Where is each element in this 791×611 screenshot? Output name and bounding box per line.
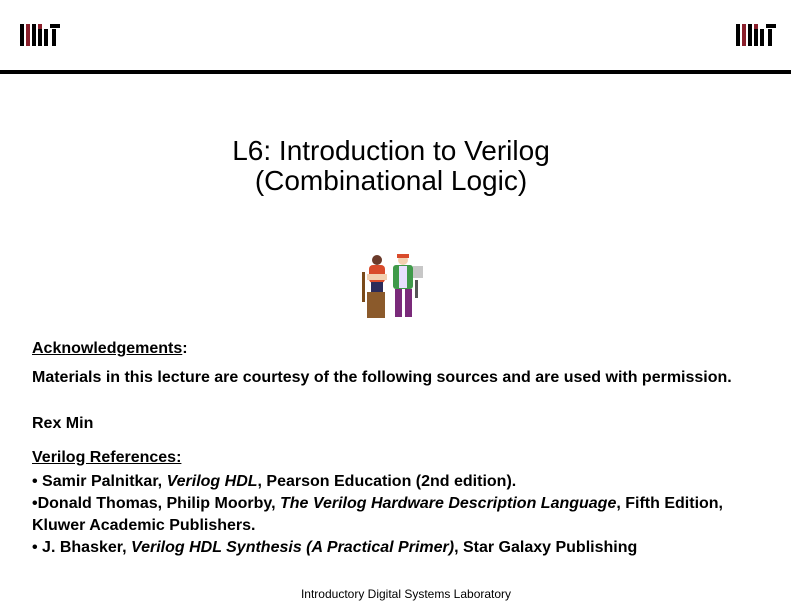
acknowledgements-heading	[32, 338, 752, 360]
footer-text: Introductory Digital Systems Laboratory	[300, 587, 512, 601]
reference-title: Verilog HDL Synthesis (A Practical Primer)	[131, 539, 455, 556]
references-list	[32, 471, 752, 559]
scholars-clipart-icon	[357, 252, 429, 320]
reference-title: Verilog HDL	[166, 473, 258, 490]
reference-title: The Verilog Hardware Description Language	[279, 495, 617, 512]
reference-prefix: • J. Bhasker,	[32, 539, 131, 556]
references-heading	[32, 447, 752, 469]
reference-prefix: •Donald Thomas, Philip Moorby,	[32, 495, 280, 512]
header-rule	[0, 70, 791, 74]
title-line-2: (Combinational Logic)	[254, 165, 528, 196]
reference-item	[32, 537, 752, 559]
reference-item	[32, 493, 752, 537]
acknowledgements-heading-colon: :	[182, 340, 188, 357]
references-heading-label: Verilog References:	[32, 449, 182, 466]
mit-logo-left	[20, 24, 60, 46]
title-line-1: L6: Introduction to Verilog	[232, 135, 550, 166]
reference-prefix: • Samir Palnitkar,	[32, 473, 167, 490]
acknowledgements-text: Materials in this lecture are courtesy of the following sources and are used with permission.	[32, 369, 732, 386]
mit-logo-right	[736, 24, 776, 46]
reference-suffix: , Pearson Education (2nd edition).	[257, 473, 517, 490]
slide-title	[0, 136, 782, 196]
reference-item	[32, 471, 752, 493]
acknowledgements-credit: Rex Min	[32, 415, 94, 432]
reference-suffix: , Fifth Edition, Kluwer Academic Publishers.	[32, 495, 723, 534]
reference-suffix: , Star Galaxy Publishing	[454, 539, 638, 556]
acknowledgements-heading-label: Acknowledgements	[32, 340, 183, 357]
